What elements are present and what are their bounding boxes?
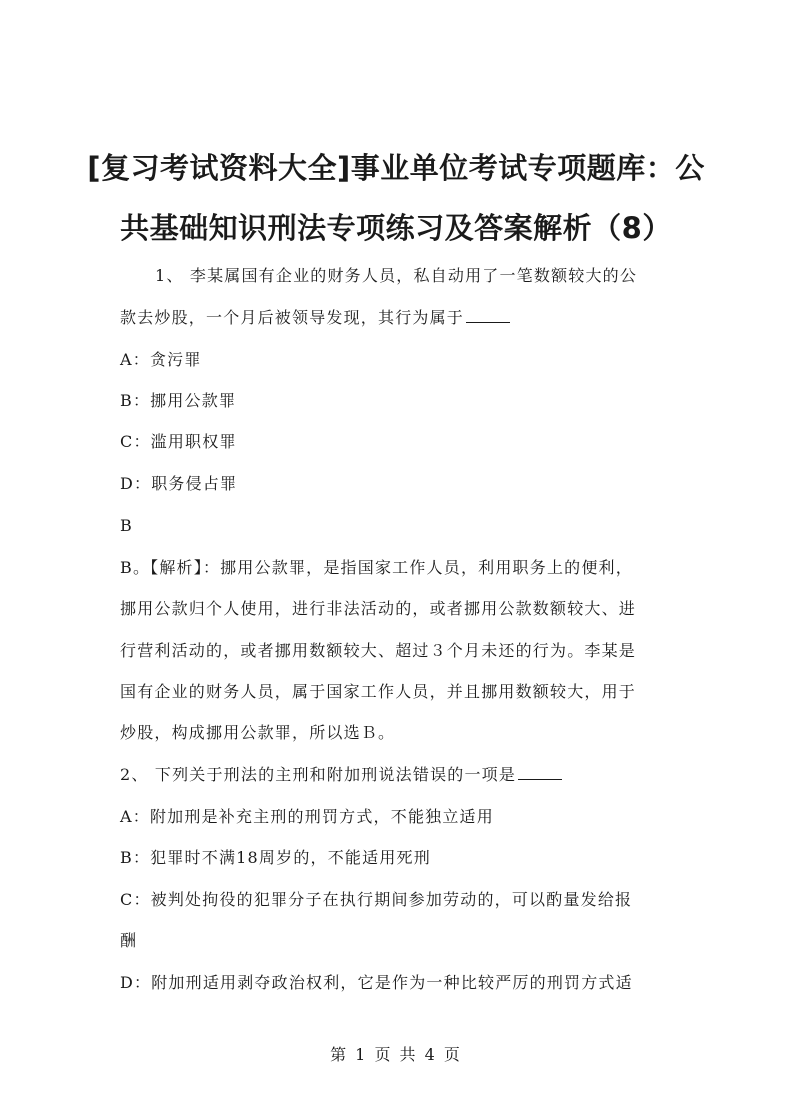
question-1-stem-line-1: 1、 李某属国有企业的财务人员，私自动用了一笔数额较大的公 <box>155 266 638 285</box>
question-1-answer: B <box>120 516 133 535</box>
question-1-analysis-line-4: 国有企业的财务人员，属于国家工作人员，并且挪用数额较大，用于 <box>120 682 637 701</box>
question-2-stem <box>120 764 562 786</box>
document-title-line-1: [复习考试资料大全]事业单位考试专项题库：公 <box>87 151 705 185</box>
question-1-option-a: A：贪污罪 <box>120 350 202 369</box>
page-footer: 第 1 页 共 4 页 <box>330 1045 462 1064</box>
document-title-line-2: 共基础知识刑法专项练习及答案解析（8） <box>120 211 672 245</box>
question-1-analysis-line-1: B。【解析】：挪用公款罪，是指国家工作人员，利用职务上的便利， <box>120 558 633 577</box>
question-2-option-a: A：附加刑是补充主刑的刑罚方式，不能独立适用 <box>120 807 494 826</box>
question-1-stem-line-2 <box>120 307 510 329</box>
question-1-analysis-line-2: 挪用公款归个人使用，进行非法活动的，或者挪用公款数额较大、进 <box>120 599 637 618</box>
question-2-option-b: B：犯罪时不满18周岁的，不能适用死刑 <box>120 848 431 867</box>
question-1-option-c: C：滥用职权罪 <box>120 432 237 451</box>
question-1-option-b: B：挪用公款罪 <box>120 391 237 410</box>
question-2-stem-text: 2、 下列关于刑法的主刑和附加刑说法错误的一项是 <box>120 765 517 784</box>
question-2-option-c-line-1: C：被判处拘役的犯罪分子在执行期间参加劳动的，可以酌量发给报 <box>120 890 633 909</box>
question-2-option-c-line-2: 酬 <box>120 931 138 950</box>
question-1-analysis-line-5: 炒股，构成挪用公款罪，所以选Ｂ。 <box>120 723 396 742</box>
question-2-option-d: D：附加刑适用剥夺政治权利，它是作为一种比较严厉的刑罚方式适 <box>120 973 633 992</box>
answer-blank <box>466 308 510 323</box>
question-1-analysis-line-3: 行营利活动的，或者挪用数额较大、超过３个月未还的行为。李某是 <box>120 641 637 660</box>
answer-blank <box>518 765 562 780</box>
question-1-option-d: D：职务侵占罪 <box>120 474 238 493</box>
question-1-stem-text: 款去炒股，一个月后被领导发现，其行为属于 <box>120 308 465 327</box>
